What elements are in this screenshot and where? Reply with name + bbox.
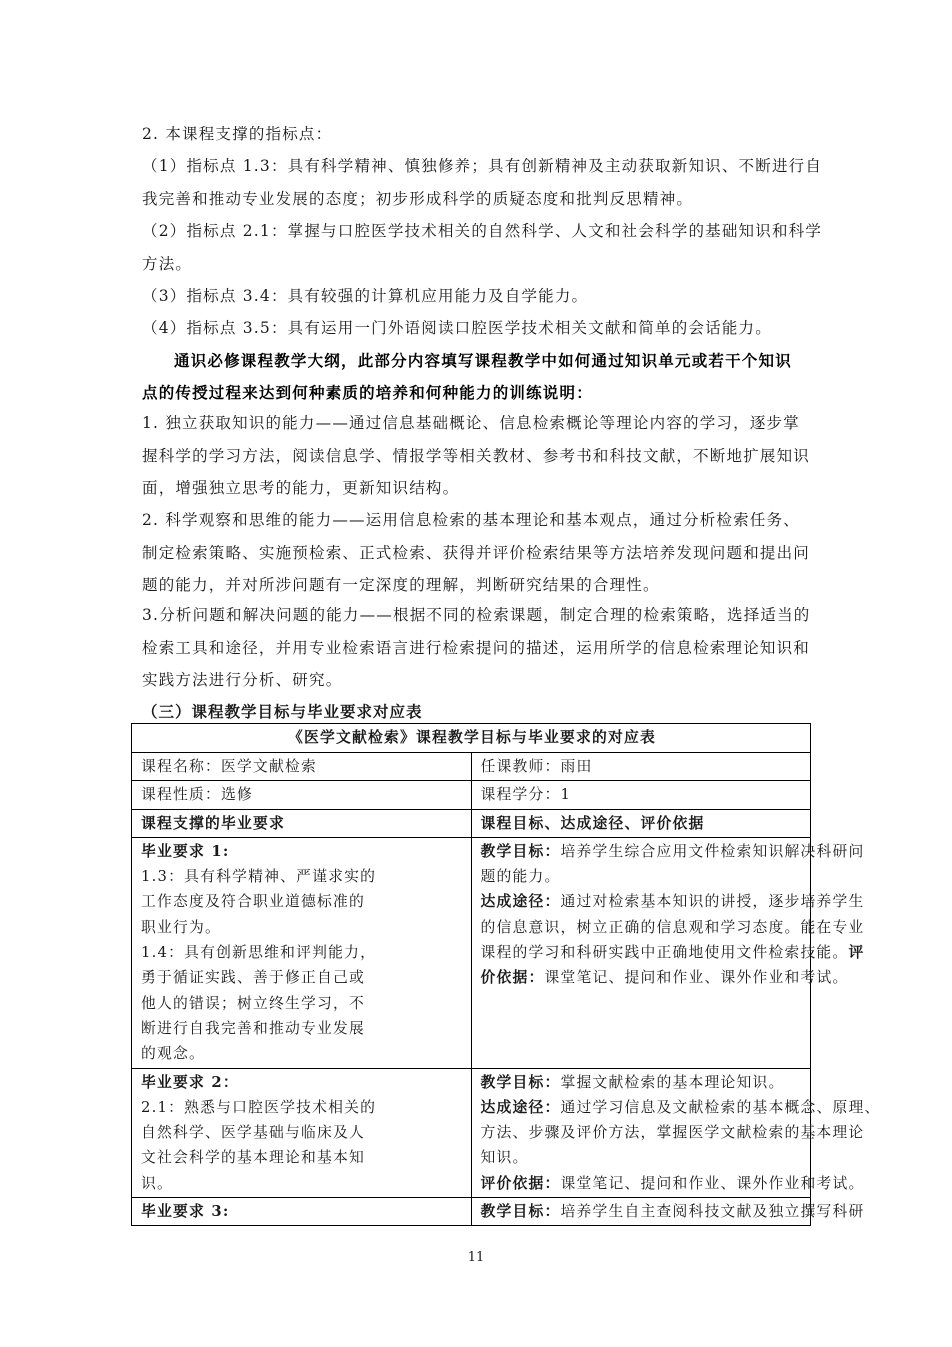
requirement-1-title: 毕业要求 1: [141, 842, 230, 860]
approach-label: 达成途径： [480, 1098, 561, 1116]
bold-note-line2: 点的传授过程来达到何种素质的培养和何种能力的训练说明： [142, 383, 593, 402]
requirement-2-text: 自然科学、医学基础与临床及人 [141, 1124, 365, 1142]
requirement-2-text: 2.1：熟悉与口腔医学技术相关的 [141, 1098, 377, 1116]
evaluation-text: 课堂笔记、提问和作业、课外作业和考试。 [560, 1174, 865, 1192]
objective-1-line: 的信息意识，树立正确的信息观和学习态度。能在专业 [480, 918, 865, 936]
requirement-1-text: 断进行自我完善和推动专业发展 [141, 1019, 365, 1037]
objective-1-line [480, 839, 865, 864]
ability-1-line1: 1. 独立获取知识的能力——通过信息基础概论、信息检索概论等理论内容的学习，逐步掌 [142, 414, 800, 432]
requirement-1-text: 1.3：具有科学精神、严谨求实的 [141, 868, 377, 886]
table-row [132, 753, 811, 781]
objective-1-line: 题的能力。 [480, 868, 561, 886]
indicator-1-3-line2: 我完善和推动专业发展的态度；初步形成科学的质疑态度和批判反思精神。 [142, 190, 694, 208]
ability-3-line3: 实践方法进行分析、研究。 [142, 671, 343, 689]
approach-text: 通过对检索基本知识的讲授，逐步培养学生 [560, 893, 865, 911]
evaluation-label-part: 价依据： [480, 969, 545, 987]
table-row [132, 1068, 811, 1197]
indicator-2-1-line1: （2）指标点 2.1：掌握与口腔医学技术相关的自然科学、人文和社会科学的基础知识和科学 [142, 222, 823, 240]
objective-2-cell [471, 1068, 881, 1197]
requirement-1-cell [132, 837, 472, 1068]
indicator-2-1-line2: 方法。 [142, 255, 193, 273]
objective-3-cell [471, 1198, 865, 1226]
objective-2-line: 知识。 [480, 1149, 529, 1167]
requirement-2-text: 文社会科学的基本理论和基本知 [141, 1149, 365, 1167]
teaching-goal-text: 培养学生综合应用文件检索知识解决科研问 [560, 842, 865, 860]
bold-note-line1: 通识必修课程教学大纲，此部分内容填写课程教学中如何通过知识单元或若干个知识 [174, 351, 792, 370]
requirement-3-title: 毕业要求 3: [132, 1198, 472, 1226]
requirement-2-title: 毕业要求 2： [141, 1073, 239, 1091]
ability-1-line2: 握科学的学习方法，阅读信息学、情报学等相关教材、参考书和科技文献，不断地扩展知识 [142, 447, 811, 465]
course-nature-cell: 课程性质：选修 [132, 781, 472, 809]
teaching-goal-label: 教学目标： [480, 1073, 561, 1091]
requirement-1-text: 他人的错误；树立终生学习，不 [141, 994, 365, 1012]
table-title: 《医学文献检索》课程教学目标与毕业要求的对应表 [132, 724, 811, 753]
indicator-3-5: （4）指标点 3.5：具有运用一门外语阅读口腔医学技术相关文献和简单的会话能力。 [142, 319, 772, 337]
teaching-goal-text: 掌握文献检索的基本理论知识。 [560, 1073, 785, 1091]
requirement-2-cell [132, 1068, 472, 1197]
course-name-cell: 课程名称：医学文献检索 [132, 753, 472, 781]
objective-1-line [480, 965, 849, 990]
approach-text: 课程的学习和科研实践中正确地使用文件检索技能。 [480, 944, 849, 962]
objective-3-line [480, 1199, 865, 1224]
section-heading: （三）课程教学目标与毕业要求对应表 [142, 702, 423, 721]
teaching-goal-label: 教学目标： [480, 842, 561, 860]
objectives-mapping-table [131, 723, 881, 1226]
table-title-row [132, 724, 811, 753]
evaluation-label-part: 评 [848, 944, 865, 962]
indicator-1-3-line1: （1）指标点 1.3：具有科学精神、慎独修养；具有创新精神及主动获取新知识、不断进行自 [142, 157, 823, 175]
table-row [132, 837, 811, 1068]
objective-2-line [481, 1070, 804, 1095]
ability-2-line1: 2. 科学观察和思维的能力——运用信息检索的基本理论和基本观点，通过分析检索任务、 [142, 511, 800, 529]
teaching-goal-label: 教学目标： [480, 1203, 561, 1221]
table-row [132, 1198, 811, 1226]
credits-cell: 课程学分：1 [471, 781, 811, 809]
ability-3-line2: 检索工具和途径，并用专业检索语言进行检索提问的描述，运用所学的信息检索理论知识和 [142, 639, 811, 657]
paragraph-support-points: 2. 本课程支撑的指标点： [142, 125, 333, 143]
header-graduation-requirements: 课程支撑的毕业要求 [132, 809, 472, 837]
ability-1-line3: 面，增强独立思考的能力，更新知识结构。 [142, 479, 460, 497]
objective-2-line [480, 1095, 881, 1120]
objective-1-cell [471, 837, 865, 1068]
requirement-1-text: 职业行为。 [141, 918, 221, 936]
requirement-1-text: 1.4：具有创新思维和评判能力， [141, 944, 377, 962]
ability-2-line3: 题的能力，并对所涉问题有一定深度的理解，判断研究结果的合理性。 [142, 576, 660, 594]
objective-1-line [480, 940, 865, 965]
teacher-cell: 任课教师：雨田 [471, 753, 811, 781]
header-course-objectives: 课程目标、达成途径、评价依据 [471, 809, 811, 837]
objective-2-line: 方法、步骤及评价方法，掌握医学文献检索的基本理论 [480, 1124, 865, 1142]
requirement-1-text: 勇于循证实践、善于修正自己或 [141, 969, 365, 987]
objective-1-line [480, 889, 865, 914]
ability-2-line2: 制定检索策略、实施预检索、正式检索、获得并评价检索结果等方法培养发现问题和提出问 [142, 544, 811, 562]
requirement-1-text: 工作态度及符合职业道德标准的 [141, 893, 365, 911]
evaluation-text: 课堂笔记、提问和作业、课外作业和考试。 [544, 969, 849, 987]
objective-2-line [480, 1171, 865, 1196]
requirement-2-text: 识。 [141, 1174, 173, 1192]
approach-label: 达成途径： [480, 893, 561, 911]
evaluation-label: 评价依据： [480, 1174, 561, 1192]
page-number: 11 [467, 1250, 485, 1265]
table-row [132, 781, 811, 809]
requirement-1-text: 的观念。 [141, 1045, 205, 1063]
teaching-goal-text: 培养学生自主查阅科技文献及独立撰写科研 [560, 1203, 865, 1221]
ability-3-line1: 3.分析问题和解决问题的能力——根据不同的检索课题，制定合理的检索策略，选择适当的 [142, 606, 811, 624]
approach-text: 通过学习信息及文献检索的基本概念、原理、 [560, 1098, 881, 1116]
indicator-3-4: （3）指标点 3.4：具有较强的计算机应用能力及自学能力。 [142, 287, 589, 305]
table-header-row [132, 809, 811, 837]
